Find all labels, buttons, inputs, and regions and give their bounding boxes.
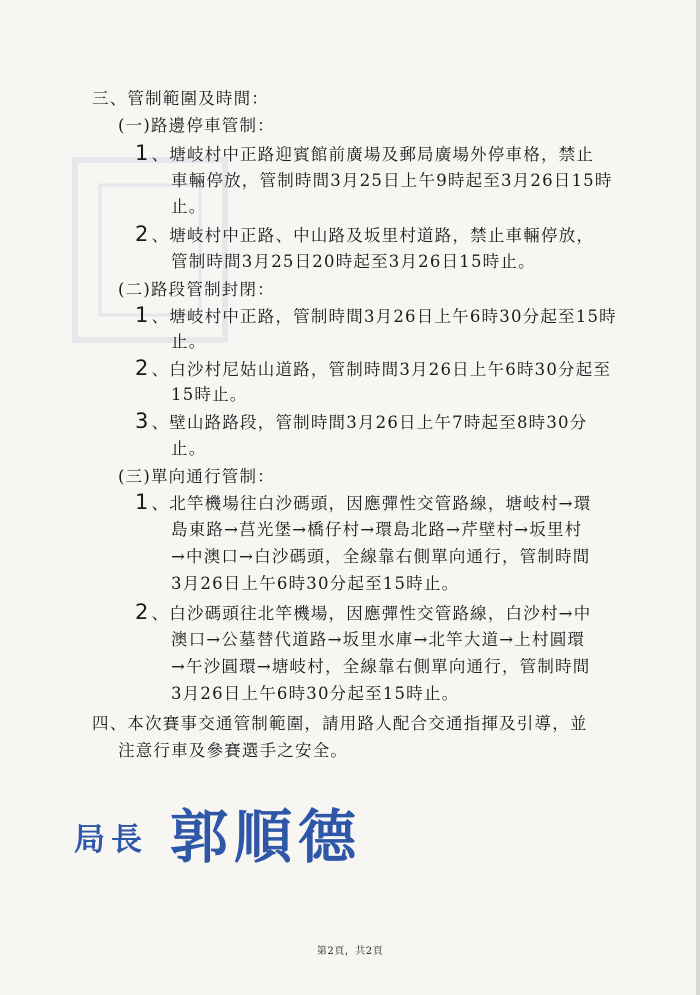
item-text-line: 止。	[171, 439, 207, 458]
item-text: 、白沙碼頭往北竿機場，因應彈性交管路線，白沙村→中	[151, 604, 592, 623]
section4-line: 注意行車及參賽選手之安全。	[118, 741, 349, 760]
item-text-line: 3月26日上午6時30分起至15時止。	[171, 574, 460, 593]
list-item	[135, 491, 591, 515]
signature-name: 郭順德	[170, 803, 363, 870]
item-text-line: 止。	[171, 197, 207, 216]
page-edge	[696, 0, 700, 995]
list-item	[135, 357, 611, 381]
item-number: 1	[135, 303, 150, 327]
item-text: 、塘岐村中正路、中山路及坂里村道路，禁止車輛停放，	[151, 226, 595, 245]
item-text-line: →午沙圓環→塘岐村，全線靠右側單向通行，管制時間	[171, 657, 591, 676]
sub2-heading: (二)路段管制封閉：	[118, 280, 275, 299]
list-item	[135, 304, 617, 328]
item-number: 2	[135, 600, 150, 624]
sub1-heading: (一)路邊停車管制：	[118, 116, 275, 135]
item-number: 1	[135, 141, 150, 165]
signature-title: 局長	[74, 822, 148, 858]
item-number: 2	[135, 222, 150, 246]
director-signature	[72, 795, 372, 870]
item-text: 、塘岐村中正路，管制時間3月26日上午6時30分起至15時	[151, 307, 617, 326]
item-number: 3	[135, 409, 150, 433]
item-number: 2	[135, 356, 150, 380]
item-text: 、壁山路路段，管制時間3月26日上午7時起至8時30分	[151, 413, 588, 432]
item-number: 1	[135, 490, 150, 514]
item-text-line: 澳口→公墓替代道路→坂里水庫→北竿大道→上村圓環	[171, 630, 586, 649]
list-item	[135, 223, 594, 247]
item-text-line: 管制時間3月25日20時起至3月26日15時止。	[171, 252, 536, 271]
page-number: 第2頁，共2頁	[316, 946, 384, 957]
item-text: 、白沙村尼姑山道路，管制時間3月26日上午6時30分起至	[151, 360, 612, 379]
list-item	[135, 601, 591, 625]
item-text-line: 3月26日上午6時30分起至15時止。	[171, 684, 460, 703]
item-text-line: →中澳口→白沙碼頭，全線靠右側單向通行，管制時間	[171, 547, 591, 566]
section4-line: 四、本次賽事交通管制範圍，請用路人配合交通指揮及引導，並	[92, 714, 588, 733]
item-text-line: 15時止。	[171, 385, 248, 404]
section3-heading: 三、管制範圍及時間：	[92, 89, 269, 108]
list-item	[135, 410, 587, 434]
sub3-heading: (三)單向通行管制：	[118, 467, 275, 486]
item-text: 、北竿機場往白沙碼頭，因應彈性交管路線，塘岐村→環	[151, 494, 592, 513]
item-text: 、塘岐村中正路迎賓館前廣場及郵局廣場外停車格，禁止	[151, 145, 595, 164]
item-text-line: 止。	[171, 332, 207, 351]
item-text-line: 車輛停放，管制時間3月25日上午9時起至3月26日15時	[171, 171, 613, 190]
list-item	[135, 142, 594, 166]
item-text-line: 島東路→莒光堡→橋仔村→環島北路→芹壁村→坂里村	[171, 520, 583, 539]
